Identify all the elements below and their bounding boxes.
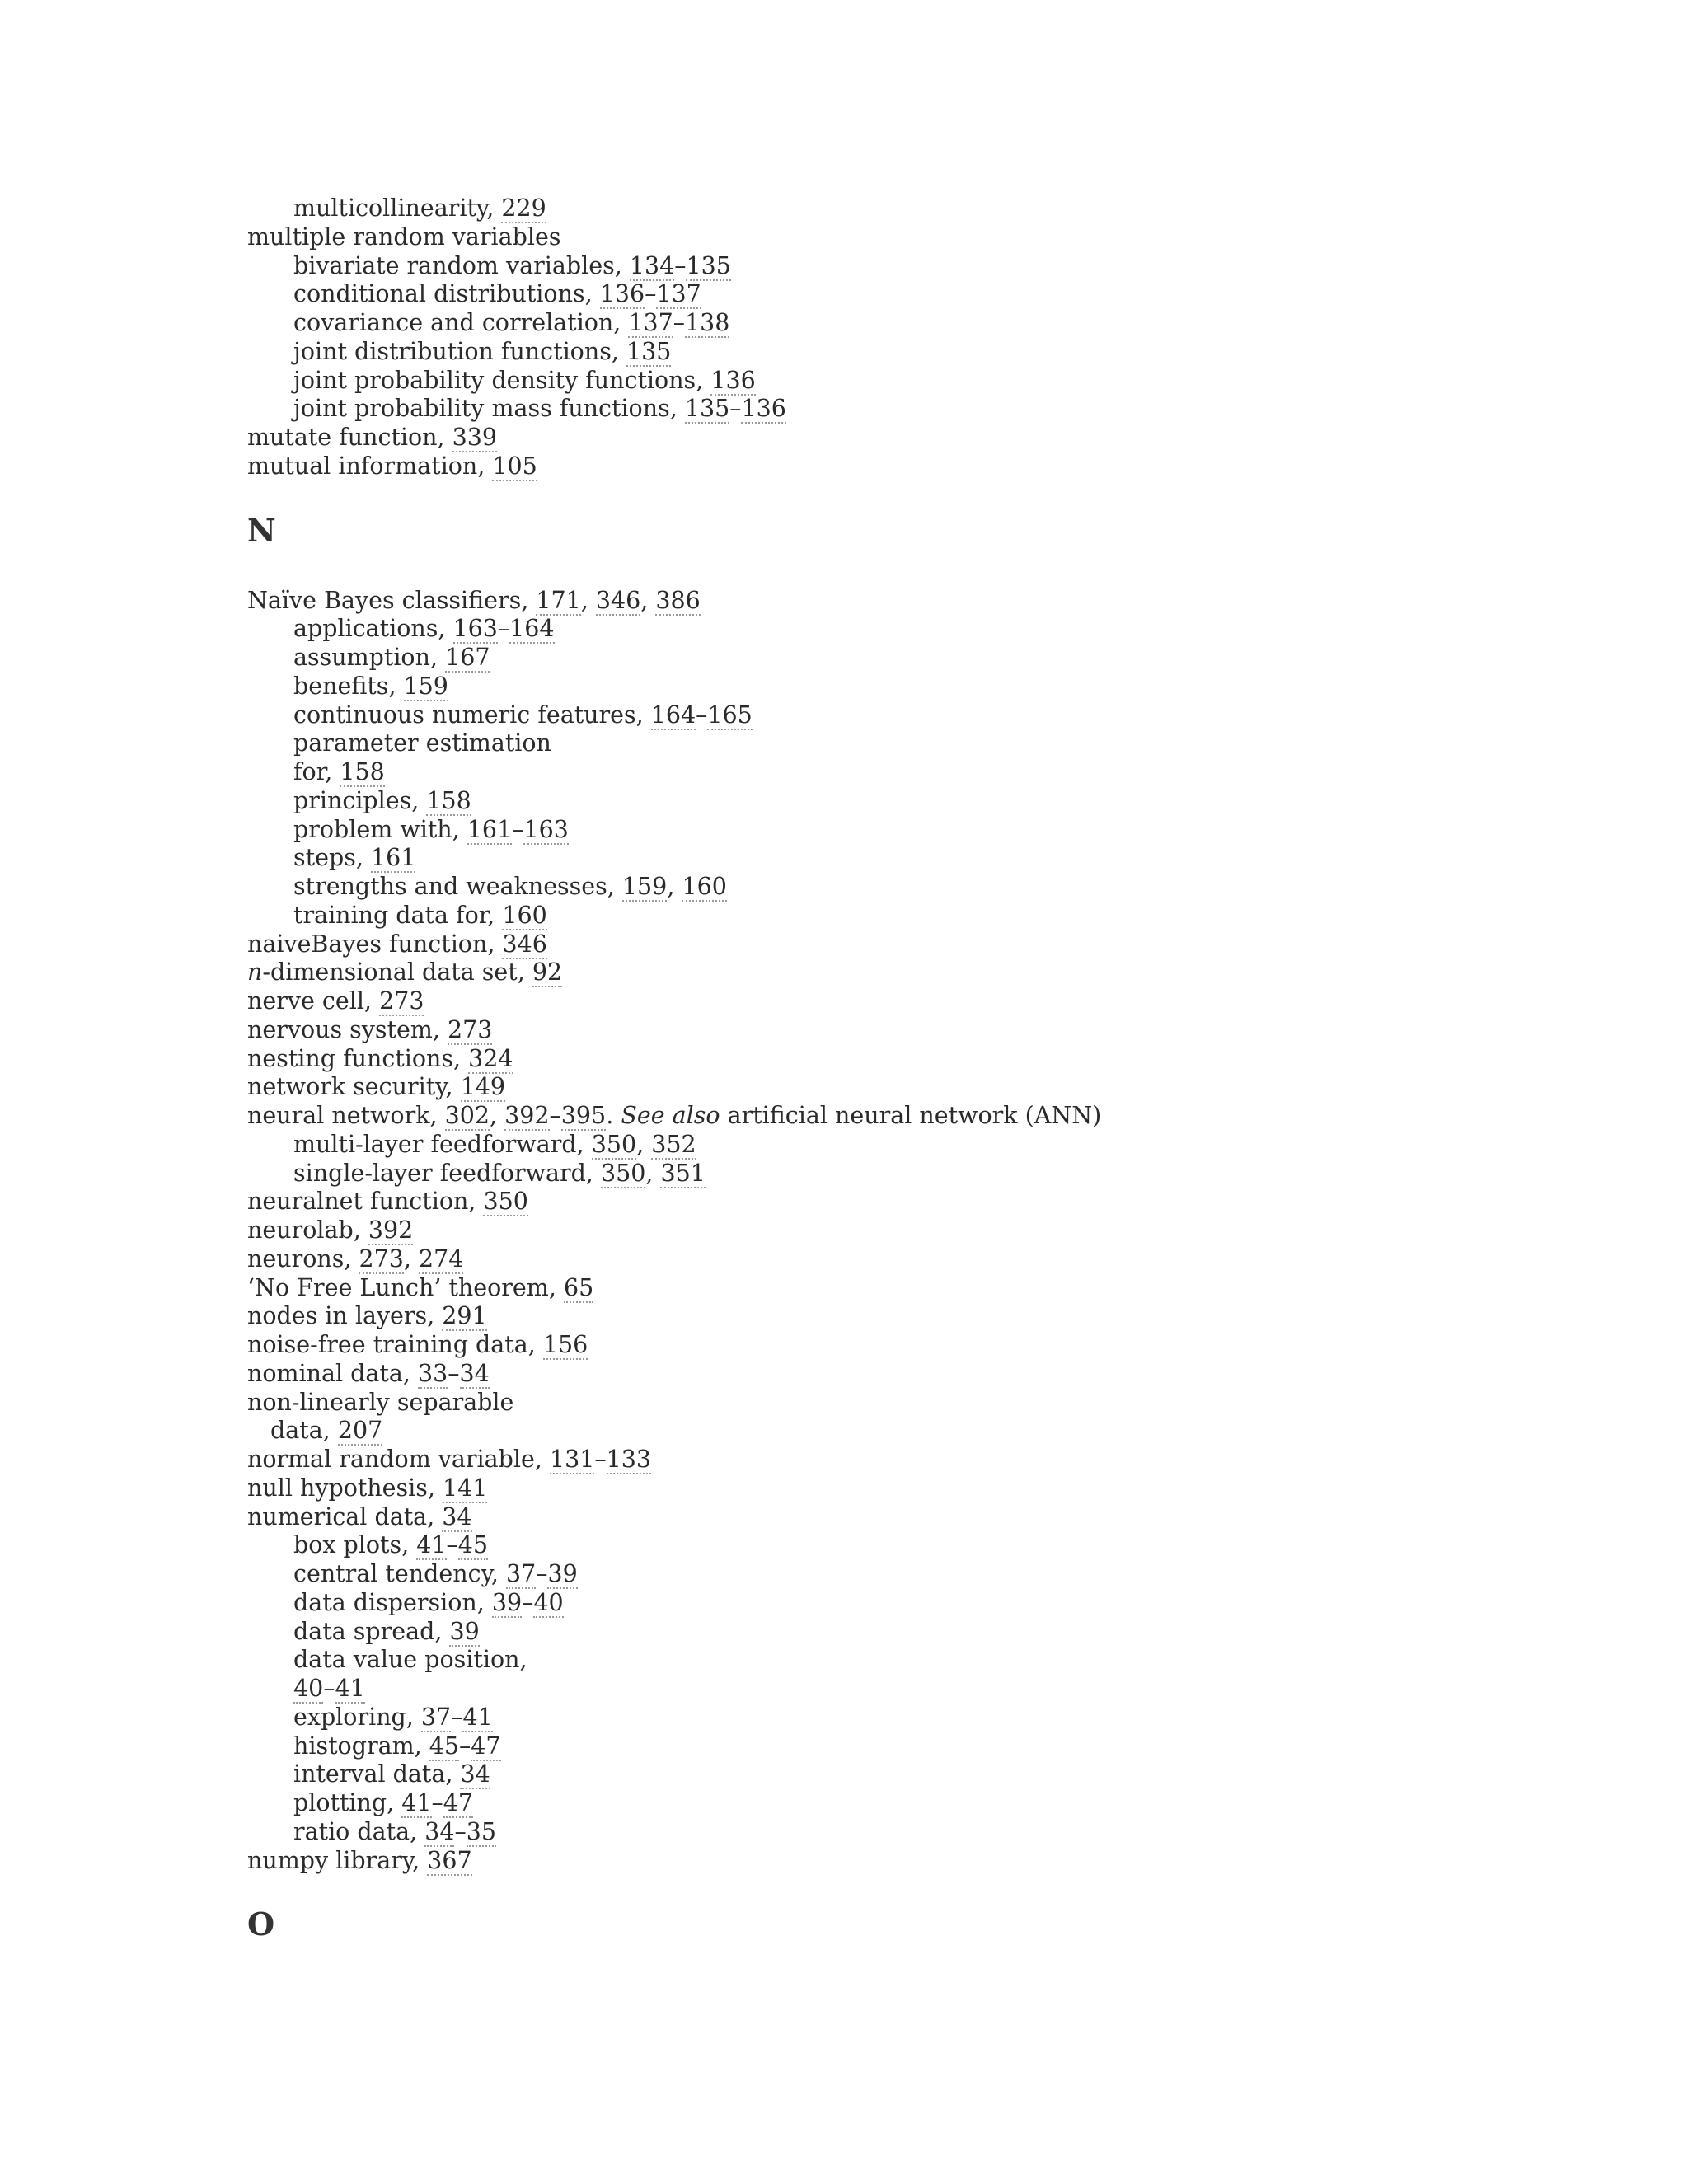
range-dash: – [431,1789,443,1816]
entry-term: ratio data, [293,1817,425,1845]
index-entry [247,1216,1566,1245]
range-dash: – [512,815,524,843]
entry-term: normal random variable, [247,1446,550,1473]
ref-separator: , [403,1244,419,1272]
page-ref-link[interactable]: 274 [419,1244,464,1272]
index-subentry [247,1789,1566,1818]
index-entry [247,424,1566,452]
page-ref-link[interactable]: 392 [368,1216,414,1244]
page-ref-link[interactable]: 161 [370,844,416,872]
index-subentry [247,1560,1566,1589]
ref-separator: , [636,1130,652,1158]
range-dash: – [448,1359,460,1387]
ref-separator: , [667,873,682,900]
range-dash: – [594,1446,607,1473]
entry-term: single-layer feedforward, [293,1159,601,1187]
ref-separator: , [490,1102,505,1129]
index-entry [247,1045,1566,1074]
page-ref-link[interactable]: 39 [491,1588,523,1616]
page-ref-link[interactable]: 149 [460,1073,506,1101]
section-letter-n: N [247,511,276,549]
page-ref-link[interactable]: 302 [444,1102,490,1129]
entry-term: parameter estimation [293,729,551,757]
page-ref-link[interactable]: 131 [549,1446,595,1473]
index-subentry [247,1675,1566,1704]
entry-term: data spread, [293,1617,450,1645]
page-ref-link[interactable]: 351 [660,1159,706,1187]
entry-term: data dispersion, [293,1588,492,1616]
index-subentry [247,367,1566,396]
range-dash: – [454,1817,467,1845]
page-ref-link[interactable]: 163 [523,815,569,843]
page-ref-link[interactable]: 34 [460,1760,490,1788]
index-subentry [247,338,1566,367]
page-ref-link[interactable]: 159 [621,873,668,900]
range-dash: – [729,395,742,423]
page-ref-link[interactable]: 137 [628,309,673,336]
see-also-period: . [606,1102,621,1129]
index-entry [247,1503,1566,1532]
range-dash: – [451,1703,463,1731]
range-dash: – [696,701,708,729]
page-ref-link[interactable]: 229 [501,194,546,222]
entry-term: steps, [293,844,371,872]
index-entry [247,958,1566,987]
page-ref-link[interactable]: 133 [606,1446,652,1473]
index-subentry [247,644,1566,673]
index-subentry [247,395,1566,424]
page-ref-link[interactable]: 45 [457,1531,489,1559]
index-subentry [247,1646,1566,1675]
page-ref-link[interactable]: 34 [442,1502,472,1530]
entry-term: benefits, [293,672,404,700]
index-subentry [247,1131,1566,1160]
index-entry [247,1274,1566,1303]
page-ref-link[interactable]: 40 [533,1588,564,1616]
entry-term: naiveBayes function, [247,930,503,958]
entry-term: Naïve Bayes classifiers, [247,586,537,614]
entry-term: training data for, [293,901,503,929]
entry-term: central tendency, [293,1560,506,1587]
entry-term: continuous numeric features, [293,701,651,729]
page-ref-link[interactable]: 41 [335,1675,365,1702]
entry-term: multiple random variables [247,223,561,251]
entry-term: data value position, [293,1646,528,1674]
entry-term: plotting, [293,1789,402,1816]
see-also-label: See also [621,1102,720,1129]
entry-term: network security, [247,1073,461,1101]
page-ref-link[interactable]: 160 [502,901,547,929]
page-ref-link[interactable]: 350 [483,1188,528,1216]
range-dash: – [458,1732,471,1760]
range-dash: – [323,1675,335,1702]
entry-term: neurolab, [247,1216,368,1244]
page-ref-link[interactable]: 164 [509,615,555,643]
page-ref-link[interactable]: 163 [452,615,498,643]
index-entry [247,1847,1566,1876]
page-ref-link[interactable]: 350 [600,1159,646,1187]
page-ref-link[interactable]: 352 [651,1130,696,1158]
index-subentry [247,252,1566,281]
index-entry [247,1474,1566,1503]
ref-separator: , [640,586,656,614]
entry-term: multi-layer feedforward, [293,1130,592,1158]
index-subentry [247,1589,1566,1618]
index-entry [247,1360,1566,1389]
index-entry [247,223,1566,252]
entry-term: nodes in layers, [247,1302,443,1330]
page-ref-link[interactable]: 171 [536,586,581,614]
page-ref-link[interactable]: 135 [686,251,731,279]
page-ref-link[interactable]: 291 [442,1302,487,1330]
section-spacer [247,1875,1566,1908]
entry-term: exploring, [293,1703,421,1731]
page-ref-link[interactable]: 324 [468,1044,513,1072]
entry-term: box plots, [293,1531,417,1559]
page-ref-link[interactable]: 45 [429,1732,459,1760]
entry-term: histogram, [293,1732,429,1760]
index-subentry [247,1818,1566,1847]
index-subentry [247,816,1566,845]
range-dash: – [549,1102,561,1129]
entry-term: non-linearly separable [247,1388,514,1416]
entry-term: applications, [293,615,453,643]
page-ref-link[interactable]: 39 [449,1617,480,1645]
page-ref-link[interactable]: 41 [401,1789,432,1816]
index-subentry [247,1732,1566,1761]
page-ref-link[interactable]: 34 [424,1817,455,1845]
page-ref-link[interactable]: 37 [420,1703,452,1731]
entry-term: for, [293,758,340,785]
index-subentry [247,729,1566,758]
index-entry [247,1331,1566,1360]
index-page [247,194,1566,1941]
index-subentry [247,701,1566,730]
entry-term: -dimensional data set, [262,958,532,987]
index-subentry [247,1531,1566,1560]
page-ref-link[interactable]: 158 [426,786,471,814]
page-ref-link[interactable]: 156 [542,1331,588,1358]
ref-separator: , [580,586,596,614]
index-entry [247,1245,1566,1274]
section-spacer [247,481,1566,514]
page-ref-link[interactable]: 350 [591,1130,637,1158]
index-section-m-continued [247,194,1566,481]
range-dash: – [645,280,657,308]
entry-term: problem with, [293,815,467,843]
entry-term: nesting functions, [247,1044,469,1072]
page-ref-link[interactable]: 47 [443,1789,474,1816]
page-ref-link[interactable]: 141 [443,1474,488,1502]
page-ref-link[interactable]: 92 [532,958,563,987]
index-entry [247,1446,1566,1474]
entry-term: mutate function, [247,424,452,451]
index-subentry [247,194,1566,223]
page-ref-link[interactable]: 37 [505,1560,537,1587]
range-dash: – [446,1531,458,1559]
entry-term: data, [270,1417,338,1445]
page-ref-link[interactable]: 135 [684,395,730,423]
entry-term: nominal data, [247,1359,418,1387]
page-ref-link[interactable]: 161 [467,815,513,843]
entry-term: neural network, [247,1102,445,1129]
entry-term: null hypothesis, [247,1474,443,1502]
index-entry [247,930,1566,959]
index-entry [247,452,1566,481]
index-entry [247,1016,1566,1045]
range-dash: – [673,309,686,336]
entry-term: nerve cell, [247,987,380,1015]
page-ref-link[interactable]: 105 [492,452,537,480]
entry-term: joint distribution functions, [293,337,626,365]
page-ref-link[interactable]: 273 [447,1015,493,1043]
entry-term-italic: n [247,958,263,987]
index-subentry [247,309,1566,338]
range-dash: – [674,251,687,279]
page-ref-link[interactable]: 395 [560,1102,607,1129]
page-ref-link[interactable]: 33 [417,1359,448,1387]
index-subentry [247,280,1566,309]
index-subentry [247,1760,1566,1789]
page-ref-link[interactable]: 339 [452,424,498,451]
index-subentry [247,844,1566,873]
entry-term: ‘No Free Lunch’ theorem, [247,1273,564,1301]
index-entry [247,987,1566,1016]
page-ref-link[interactable]: 165 [707,701,753,729]
entry-term: assumption, [293,644,446,671]
index-subentry [247,873,1566,902]
page-ref-link[interactable]: 346 [502,930,547,958]
entry-term: numpy library, [247,1846,428,1874]
page-ref-link[interactable]: 39 [547,1560,578,1587]
page-ref-link[interactable]: 207 [337,1417,383,1445]
see-also-target: artificial neural network (ANN) [720,1102,1102,1129]
page-ref-link[interactable]: 65 [563,1273,594,1301]
entry-term: neuralnet function, [247,1188,484,1216]
index-subentry [247,615,1566,644]
page-ref-link[interactable]: 392 [504,1102,550,1129]
range-dash: – [497,615,510,643]
page-ref-link[interactable]: 41 [416,1531,447,1559]
range-dash: – [522,1588,534,1616]
entry-term: principles, [293,786,427,814]
page-ref-link[interactable]: 273 [359,1244,404,1272]
page-ref-link[interactable]: 34 [459,1359,490,1387]
entry-term: multicollinearity, [293,194,502,222]
page-ref-link[interactable]: 160 [682,873,727,900]
range-dash: – [536,1560,548,1587]
page-ref-link[interactable]: 346 [595,586,641,614]
page-ref-link[interactable]: 386 [655,586,701,614]
entry-term: joint probability density functions, [293,366,711,394]
index-subentry [247,673,1566,701]
page-ref-link[interactable]: 367 [427,1846,472,1874]
index-entry [247,1102,1566,1131]
index-entry [247,1073,1566,1102]
page-ref-link[interactable]: 138 [685,309,730,336]
page-ref-link[interactable]: 167 [445,644,490,671]
entry-term: covariance and correlation, [293,309,629,336]
entry-term: joint probability mass functions, [293,395,685,423]
entry-term: numerical data, [247,1502,443,1530]
index-subentry [247,1704,1566,1732]
index-subentry [247,1160,1566,1188]
index-entry [247,1389,1566,1418]
index-entry [247,1302,1566,1331]
entry-term: conditional distributions, [293,280,600,308]
page-ref-link[interactable]: 136 [710,366,756,394]
page-ref-link[interactable]: 136 [741,395,786,423]
page-ref-link[interactable]: 134 [629,251,675,279]
page-ref-link[interactable]: 273 [379,987,424,1015]
page-ref-link[interactable]: 47 [471,1732,501,1760]
page-ref-link[interactable]: 35 [466,1817,496,1845]
index-entry [247,587,1566,616]
page-ref-link[interactable]: 41 [462,1703,493,1731]
page-ref-link[interactable]: 159 [403,672,448,700]
entry-term: noise-free training data, [247,1331,543,1358]
entry-term: interval data, [293,1760,461,1788]
page-ref-link[interactable]: 158 [340,758,385,785]
index-subentry [247,787,1566,816]
entry-term: strengths and weaknesses, [293,873,622,900]
entry-term: neurons, [247,1244,359,1272]
index-subentry [247,758,1566,787]
section-letter-o: O [247,1905,275,1943]
page-ref-link[interactable]: 164 [650,701,696,729]
page-ref-link[interactable]: 137 [656,280,701,308]
page-ref-link[interactable]: 135 [626,337,672,365]
index-section-n [247,587,1566,1876]
index-subentry [247,902,1566,930]
ref-separator: , [645,1159,661,1187]
index-entry [247,1188,1566,1216]
entry-term: bivariate random variables, [293,251,630,279]
entry-term: nervous system, [247,1015,448,1043]
page-ref-link[interactable]: 136 [599,280,645,308]
index-subentry [247,1417,1566,1446]
page-ref-link[interactable]: 40 [293,1675,324,1702]
entry-term: mutual information, [247,452,493,480]
section-spacer [247,547,1566,587]
index-subentry [247,1618,1566,1647]
